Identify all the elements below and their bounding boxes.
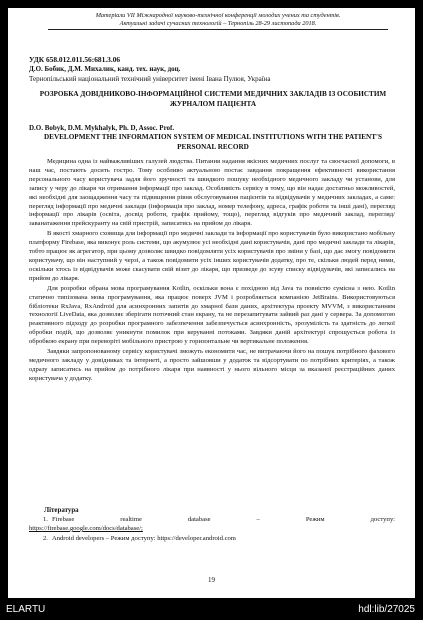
body-text [29,158,395,385]
paragraph: Медицина одна із найважливіших галузей людства. Питання надання якісних медичних послуг та своєчасної допомоги, в наш час, постають досить гостро. Тому особливо актуальною постає завдання покращення ефективності використання персонального часу користувача задля його зручності та швидкого пошуку необхідного медичного закладу чи установи, для запису у черу до лікаря чи отримання інформації про заклад. Особливість сервісу в тому, що він надає достатньо можливостей, які необхідні для заощадження часу та підвищення рівня обслуговування пацієнтів та відвідувачів у медичних закладах, а саме: перегляд інформації про медичні заклади (інформація про заклад, номер телефону, адреса, графік роботи та інші дані), перегляд інформації про лікарів (освіта, досвід роботи, графік прийому, тощо), перегляд відгуків про медичний заклад, перегляд/заванатаження прейскуранту на свій пристрій, записатись на прийом до лікаря. [29,158,395,228]
reference-link[interactable]: https://firebase.google.com/docs/database/; [29,524,143,532]
reference-number: 2. [43,535,48,542]
repository-label: ELARTU [6,604,46,615]
references-title: Література [44,507,79,514]
handle-identifier: hdl:lib/27025 [358,604,415,615]
page-number: 19 [208,576,215,584]
reference-item [29,535,395,544]
paragraph: Завдяки запропонованому сервісу користувачі зможуть економити час, не витрачаючи його на пошук потрібного фахового медичного закладу у довідниках та інтернеті, а просто зайшовши у додаток та відсортувати по потрібних критеріях, а також одразу записатись на прийом до потрібного лікаря при наявності у нього вільного місця за вказаної реєстраційних даних користувача у додатку. [29,348,395,382]
authors-ukrainian: Д.О. Бобик, Д.М. Михалик, канд. тех. наук, доц. [29,65,181,73]
reference-text: Android developers – Режим доступу: https://developer.android.com [51,535,236,542]
conference-header-line1: Матеріали VII Міжнародної науково-технічної конференції молодих учених та студентів. [95,12,341,19]
reference-item [29,516,395,534]
udk-code: УДК 658.012.011.56:681.3.06 [29,55,121,64]
paragraph: Для розробки обрана мова програмування Kotlin, оскільки вона є похідною від Java та повністю сумісна з нею. Kotlin статично типізована мова програмування, яка працює поверх JVM і розробляється компанією JetBrains. Використовуються бібліотеки RxJava, RxAndroid для асинхронних запитів до хмарної бази даних, архітектура проекту MVVM, з використанням технології LiveData, яка дозволяє зберігати поточний стан екрану, та не перезапитувати зайвий раз дані у сервера. За допомогою реактивного підходу до розробки програмного забезпечення забезпечується асинхронність, зрозумілість та здатність до легкої обробки подій, що дозволяє уникнути помилок при керуванні потоками. Завдяки даній архітектурі спрощується робота із обробкою екрану при переворіті мобільного пристрою у горизонтальне чи вертикальне положення. [29,284,395,346]
reference-number: 1. [43,516,48,523]
affiliation: Тернопільський національний технічний університет імені Івана Пулюя, Україна [29,75,271,83]
conference-header-line2: Актуальні задачі сучасних технологій – Тернопіль 28-29 листопада 2018. [119,20,317,27]
title-ukrainian: РОЗРОБКА ДОВІДНИКОВО-ІНФОРМАЦІЙНОЇ СИСТЕМИ МЕДИЧНИХ ЗАКЛАДІВ ІЗ ОСОБИСТИМ ЖУРНАЛОМ ПАЦІЄНТА [39,90,387,108]
title-english: DEVELOPMENT THE INFORMATION SYSTEM OF MEDICAL INSTITUTIONS WITH THE PATIENT'S PERSONAL RECORD [43,133,383,151]
paper-page [8,8,415,598]
reference-text: Firebase realtime database – Режим доступу: [51,516,395,523]
paragraph: В якості хмарного сховища для інформації про медичні заклади та інформації про користувачів було використано мобільну платформу Firebase, яка виконує роль системи, що акумулює усі необхідні дані користувачів, дані про медичні заклади та лікарів, тобто працює як агрегатор, при цьому дозволяє швидко повідомляти усіх користувачів про зміни у базі, що дає змогу повідомити користувачу, що він наступний у черзі, а також повідомити усіх інших користувачів додатку, про те, скільки людей перед ними, оскільки хтось із відвідувачів може скасувати свій візит до лікаря, що призведе до зсуву списку відвідувачів, які записались на прийом до лікаря. [29,230,395,282]
authors-english: D.O. Bobyk, D.M. Mykhalyk, Ph. D, Assoc. Prof. [29,124,175,132]
conference-header [48,12,388,30]
